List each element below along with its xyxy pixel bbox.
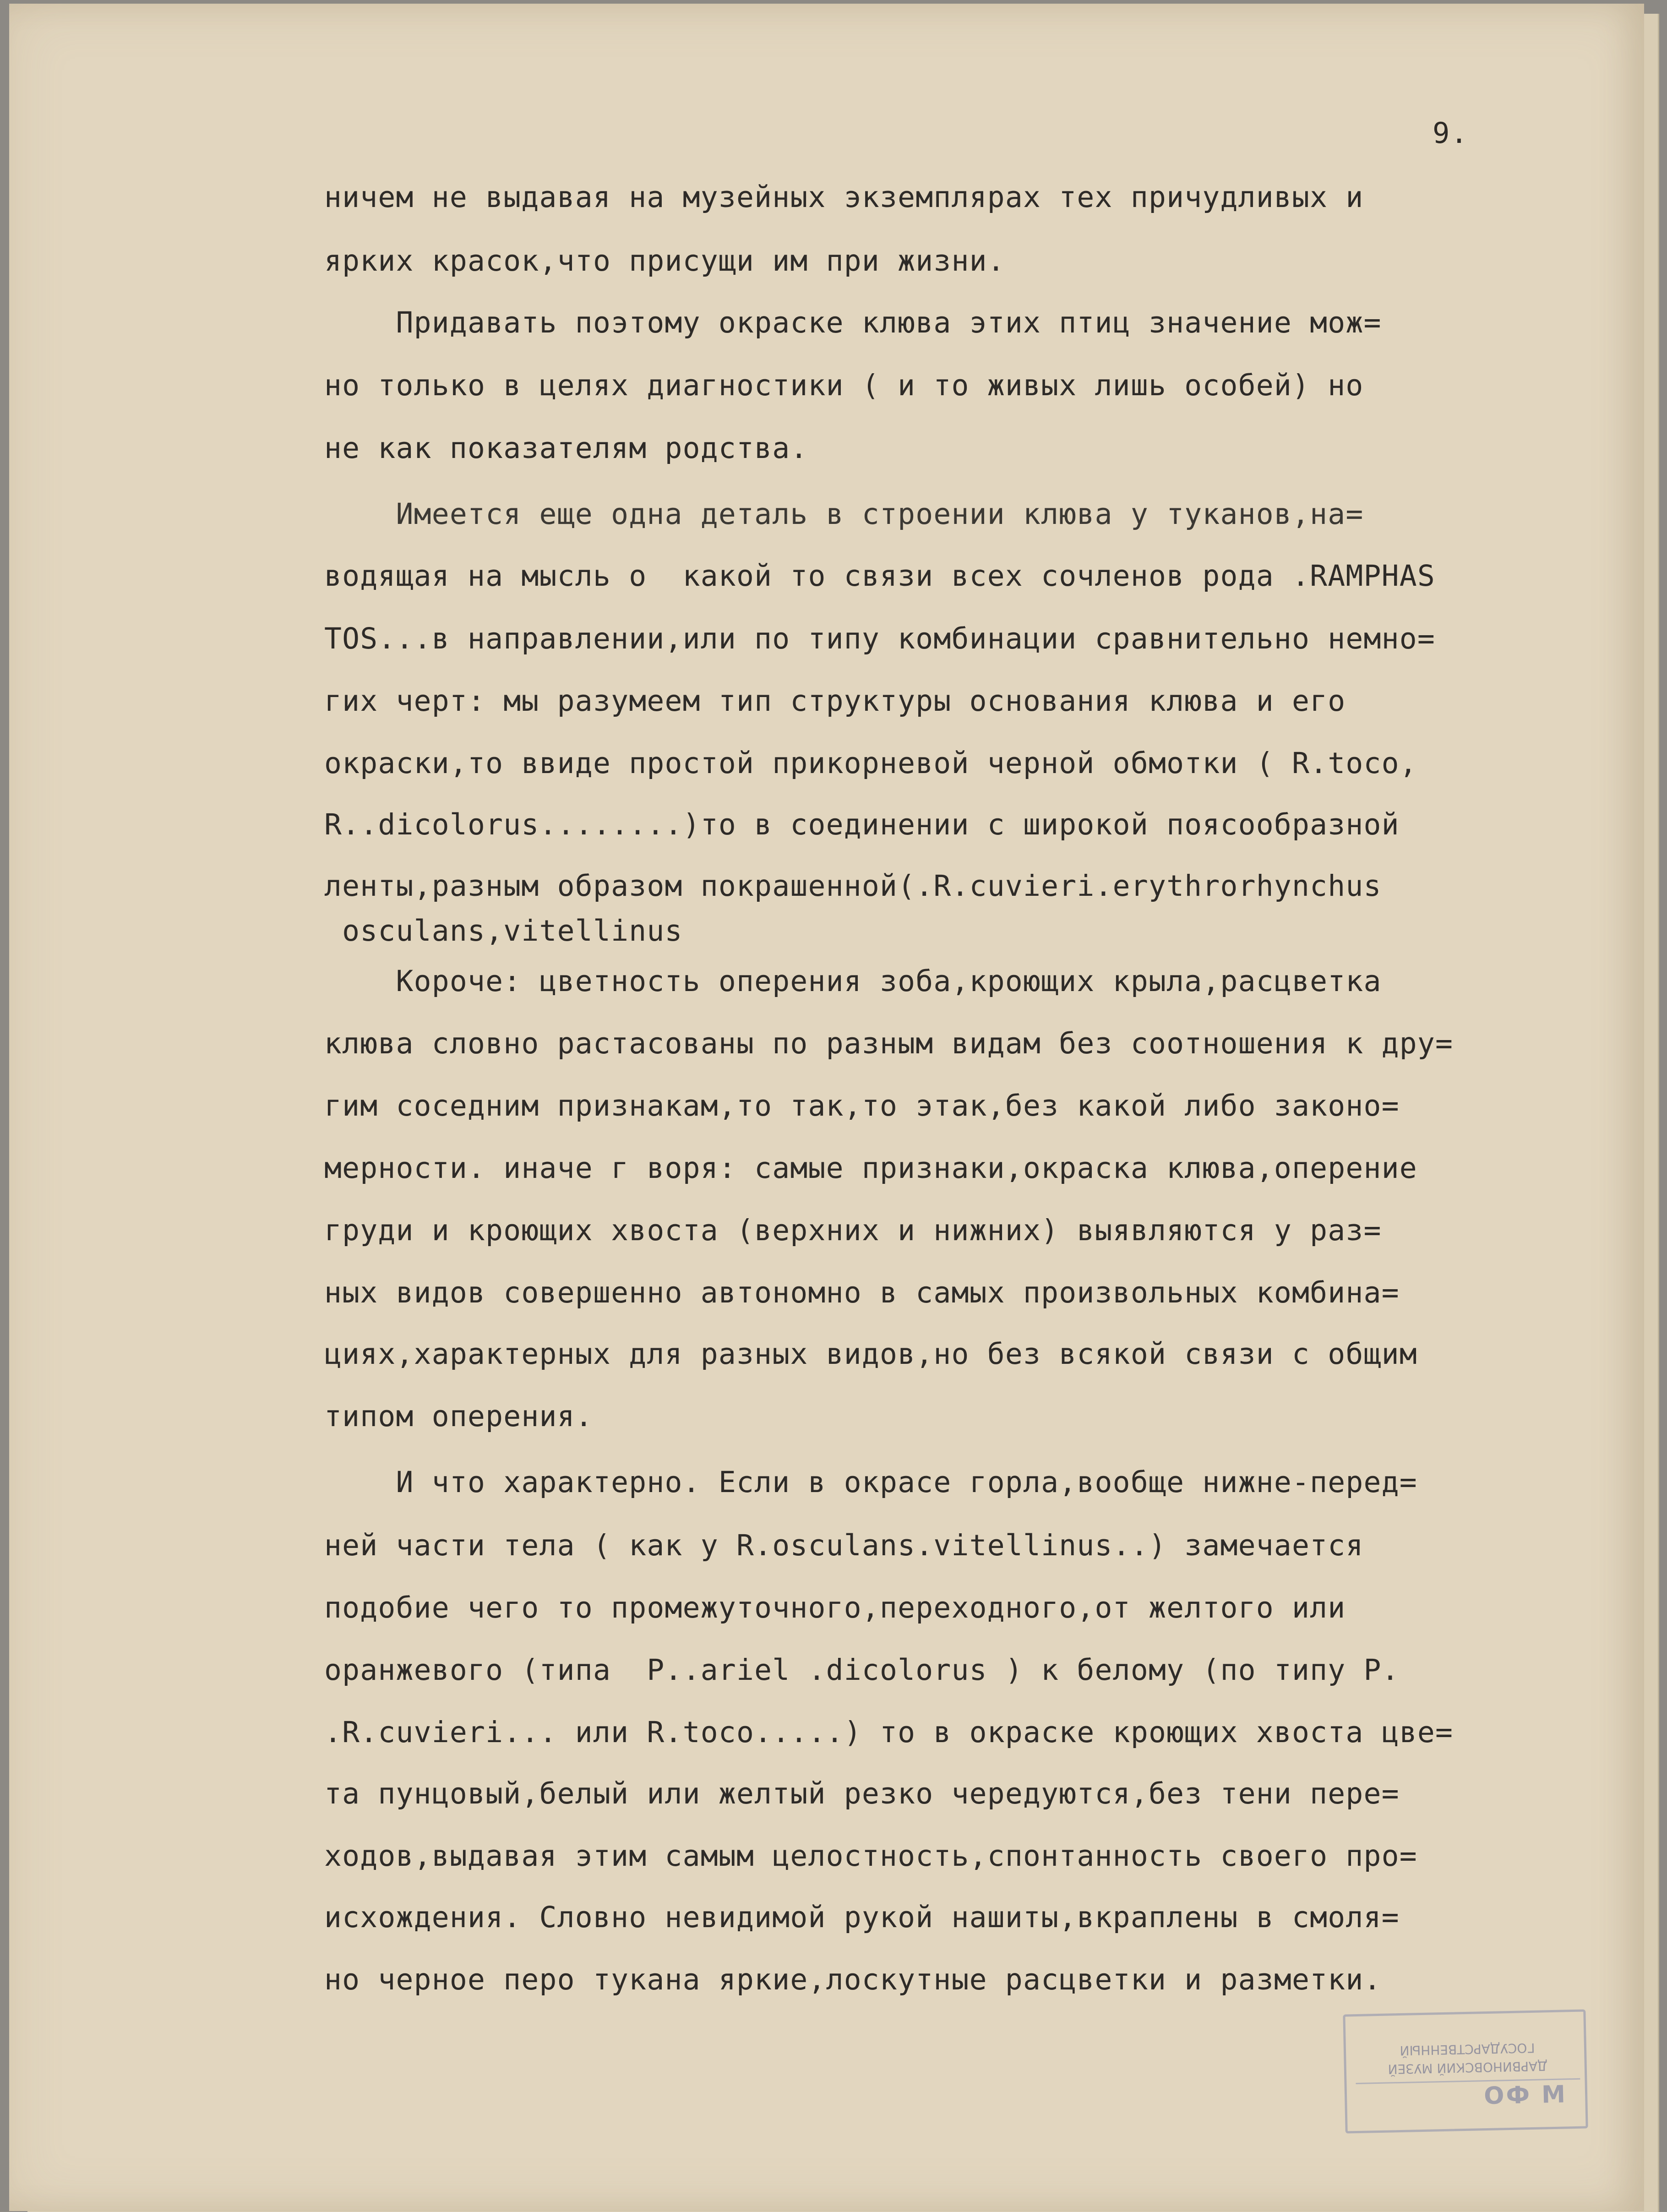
text-line: И что характерно. Если в окрасе горла,вообще нижне-перед= xyxy=(324,1466,1417,1499)
stamp-line-2: ДАРВИНОВСКИЙ МУЗЕЙ xyxy=(1388,2058,1548,2077)
page-number: 9. xyxy=(1433,116,1469,150)
text-line: груди и кроющих хвоста (верхних и нижних) выявляются у раз= xyxy=(324,1214,1382,1247)
typewritten-page xyxy=(9,4,1644,2211)
text-line: Придавать поэтому окраске клюва этих птиц значение мож= xyxy=(324,306,1382,339)
text-line: клюва словно растасованы по разным видам без соотношения к дру= xyxy=(324,1027,1454,1060)
text-line: та пунцовый,белый или желтый резко чередуются,без тени пере= xyxy=(324,1777,1400,1810)
text-line: оранжевого (типа Р..ariel .dicolorus ) к белому (по типу Р. xyxy=(324,1653,1400,1687)
text-line: но только в целях диагностики ( и то живых лишь особей) но xyxy=(324,369,1364,402)
text-line: не как показателям родства. xyxy=(324,431,808,465)
text-line: ходов,выдавая этим самым целостность,спонтанность своего про= xyxy=(324,1839,1417,1873)
text-line: окраски,то ввиде простой прикорневой черной обмотки ( R.toco, xyxy=(324,746,1417,780)
text-line: ничем не выдавая на музейных экземплярах тех причудливых и xyxy=(324,180,1364,214)
museum-stamp xyxy=(1343,2009,1588,2133)
text-line: циях,характерных для разных видов,но без всякой связи с общим xyxy=(324,1337,1417,1371)
text-line: Короче: цветность оперения зоба,кроющих крыла,расцветка xyxy=(324,964,1382,998)
text-line: ленты,разным образом покрашенной(.R.cuvieri.erythrorhynchus xyxy=(324,869,1382,903)
text-line: Имеется еще одна деталь в строении клюва у туканов,на= xyxy=(324,497,1364,531)
text-line: водящая на мысль о какой то связи всех сочленов рода .RAMPHAS xyxy=(324,559,1436,593)
text-line: .R.cuvieri... или R.toco.....) то в окраске кроющих хвоста цве= xyxy=(324,1716,1454,1749)
text-line: osculans,vitellinus xyxy=(324,914,683,948)
text-line: ных видов совершенно автономно в самых произвольных комбина= xyxy=(324,1276,1400,1309)
text-line: R..dicolorus........)то в соединении с широкой поясообразной xyxy=(324,808,1400,841)
stamp-line-1: ГОСУДАРСТВЕННЫЙ xyxy=(1400,2040,1535,2058)
text-line: исхождения. Словно невидимой рукой нашиты,вкраплены в смоля= xyxy=(324,1901,1400,1934)
text-line: мерности. иначе г воря: самые признаки,окраска клюва,оперение xyxy=(324,1151,1417,1185)
stamp-line-3: ОФ М xyxy=(1483,2081,1568,2110)
text-line: гим соседним признакам,то так,то этак,без какой либо законо= xyxy=(324,1089,1400,1122)
text-line: TOS...в направлении,или по типу комбинации сравнительно немно= xyxy=(324,622,1436,655)
text-line: гих черт: мы разумеем тип структуры основания клюва и его xyxy=(324,684,1346,718)
text-line: типом оперения. xyxy=(324,1400,593,1433)
text-line: ней части тела ( как у R.osculans.vitellinus..) замечается xyxy=(324,1529,1364,1562)
text-line: подобие чего то промежуточного,переходного,от желтого или xyxy=(324,1591,1346,1624)
text-line: ярких красок,что присущи им при жизни. xyxy=(324,244,1005,278)
text-line: но черное перо тукана яркие,лоскутные расцветки и разметки. xyxy=(324,1963,1382,1996)
